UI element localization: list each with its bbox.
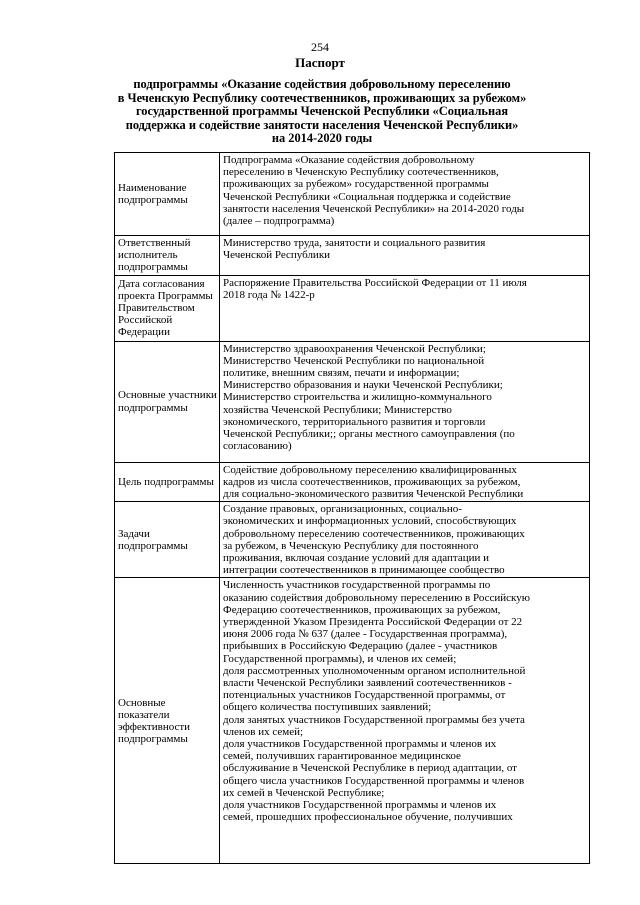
label-line: Правительством: [118, 302, 195, 314]
value-line: доля участников Государственной программы и членов их: [223, 799, 497, 812]
value-line: Подпрограмма «Оказание содействия добровольному: [223, 154, 475, 166]
value-line: занятости населения Чеченской Республики» на 2014-2020 годы: [223, 202, 525, 215]
document-subtitle: [92, 78, 552, 146]
label-line: эффективности: [118, 720, 191, 733]
label-line: подпрограммы: [118, 539, 188, 552]
row-label: [115, 275, 220, 341]
document-title: Паспорт: [295, 55, 345, 70]
value-line: экономического, территориального развития и торговли: [223, 415, 486, 428]
value-line: потенциальных участников Государственной программы, от: [223, 689, 506, 702]
label-line: Основные участники: [118, 389, 217, 402]
value-line: прибывших в Российскую Федерацию (далее - участников: [223, 640, 498, 653]
value-line: общего количества поступивших заявлений;: [223, 701, 432, 714]
label-line: подпрограммы: [118, 194, 188, 206]
value-line: семей, получивших гарантированное медицинское: [223, 750, 461, 763]
passport-row: [115, 275, 590, 341]
label-line: Цель подпрограммы: [118, 475, 214, 488]
value-line: обслуживание в Чеченской Республике в период адаптации, от: [223, 762, 517, 775]
value-line: семей, прошедших профессиональное обучение, получивших: [223, 811, 513, 824]
value-line: Чеченской Республики: [223, 249, 331, 262]
passport-table: [114, 152, 590, 864]
value-line: хозяйства Чеченской Республики; Министерство: [223, 403, 452, 416]
row-label: [115, 236, 220, 276]
label-line: Дата согласования: [118, 277, 205, 290]
label-line: Федерации: [118, 326, 170, 339]
label-line: подпрограммы: [118, 261, 188, 274]
passport-row: [115, 502, 590, 578]
subtitle-line: государственной программы Чеченской Республики «Социальная: [135, 104, 509, 118]
value-line: доля участников Государственной программы и членов их: [223, 738, 497, 751]
value-line: Министерство строительства и жилищно-коммунального: [223, 391, 492, 404]
value-line: Создание правовых, организационных, социально-: [223, 503, 462, 516]
label-line: Ответственный: [118, 237, 191, 249]
subtitle-line: подпрограммы «Оказание содействия добровольному переселению: [133, 77, 511, 91]
passport-row: [115, 462, 590, 502]
value-line: Численность участников государственной программы по: [223, 579, 491, 592]
value-line: Федерацию соотечественников, проживающих за рубежом,: [223, 603, 501, 616]
value-line: политике, внешним связям, печати и информации;: [223, 367, 460, 380]
subtitle-line: поддержка и содействие занятости населения Чеченской Республики»: [125, 117, 519, 132]
value-line: доля занятых участников Государственной программы без учета: [223, 713, 525, 726]
value-line: для социально-экономического развития Чеченской Республики: [223, 488, 524, 501]
value-line: Чеченской Республики;; органы местного самоуправления (по: [223, 428, 515, 441]
value-line: экономических и информационных условий, способствующих: [223, 515, 517, 528]
label-line: Задачи: [118, 527, 150, 540]
value-line: Распоряжение Правительства Российской Федерации от 11 июля: [223, 276, 527, 289]
value-line: интеграции соотечественников в принимающее сообщество: [223, 564, 505, 577]
value-line: утвержденной Указом Президента Российской Федерации от 22: [223, 616, 523, 629]
row-label: [115, 462, 220, 502]
subtitle-line: на 2014-2020 годы: [271, 131, 373, 145]
label-line: проекта Программы: [118, 289, 213, 302]
label-line: подпрограммы: [118, 401, 188, 414]
page-number: 254: [311, 40, 329, 54]
value-line: Министерство образования и науки Чеченской Республики;: [223, 379, 503, 392]
value-line: переселению в Чеченскую Республику соотечественников,: [223, 166, 499, 179]
value-line: доля рассмотренных уполномоченным органом исполнительной: [223, 664, 526, 677]
row-value: [220, 502, 590, 578]
passport-row: [115, 578, 590, 864]
value-line: проживания, включая создание условий для адаптации и: [223, 552, 490, 565]
value-line: общего числа участников Государственной программы и членов: [223, 774, 525, 787]
value-line: июня 2006 года № 637 (далее - Государственная программа),: [223, 628, 508, 641]
row-value: [220, 275, 590, 341]
value-line: Чеченской Республики «Социальная поддержка и содействие: [223, 190, 511, 203]
value-line: (далее – подпрограмма): [223, 215, 335, 228]
row-value: [220, 578, 590, 864]
value-line: их семей в Чеченской Республике;: [223, 786, 385, 799]
value-line: Министерство здравоохранения Чеченской Республики;: [223, 342, 486, 355]
row-value: [220, 236, 590, 276]
value-line: 2018 года № 1422-р: [223, 288, 315, 301]
passport-row: [115, 153, 590, 236]
row-label: [115, 341, 220, 462]
value-line: власти Чеченской Республики заявлений соотечественников -: [223, 677, 512, 690]
passport-table-body: [115, 153, 590, 864]
row-value: [220, 153, 590, 236]
label-line: Наименование: [118, 181, 187, 194]
label-line: исполнитель: [118, 249, 178, 262]
value-line: Содействие добровольному переселению квалифицированных: [223, 463, 517, 476]
value-line: добровольному переселению соотечественников, проживающих: [223, 527, 525, 540]
value-line: кадров из числа соотечественников, проживающих за рубежом,: [223, 475, 521, 488]
value-line: оказанию содействия добровольному переселению в Российскую: [223, 591, 530, 604]
value-line: Министерство труда, занятости и социального развития: [223, 237, 486, 249]
subtitle-line: в Чеченскую Республику соотечественников, проживающих за рубежом»: [117, 90, 527, 105]
row-label: [115, 578, 220, 864]
row-label: [115, 502, 220, 578]
row-value: [220, 341, 590, 462]
label-line: подпрограммы: [118, 733, 188, 746]
label-line: Российской: [118, 314, 173, 327]
value-line: членов их семей;: [223, 725, 304, 738]
value-line: проживающих за рубежом» государственной программы: [223, 178, 489, 191]
label-line: Основные: [118, 696, 166, 709]
value-line: Министерство Чеченской Республики по национальной: [223, 354, 485, 367]
value-line: Государственной программы), и членов их семей;: [223, 652, 457, 665]
label-line: показатели: [118, 708, 170, 721]
row-value: [220, 462, 590, 502]
row-label: [115, 153, 220, 236]
passport-row: [115, 236, 590, 276]
passport-row: [115, 341, 590, 462]
value-line: согласованию): [223, 440, 292, 453]
value-line: за рубежом, в Чеченскую Республику для постоянного: [223, 539, 479, 552]
